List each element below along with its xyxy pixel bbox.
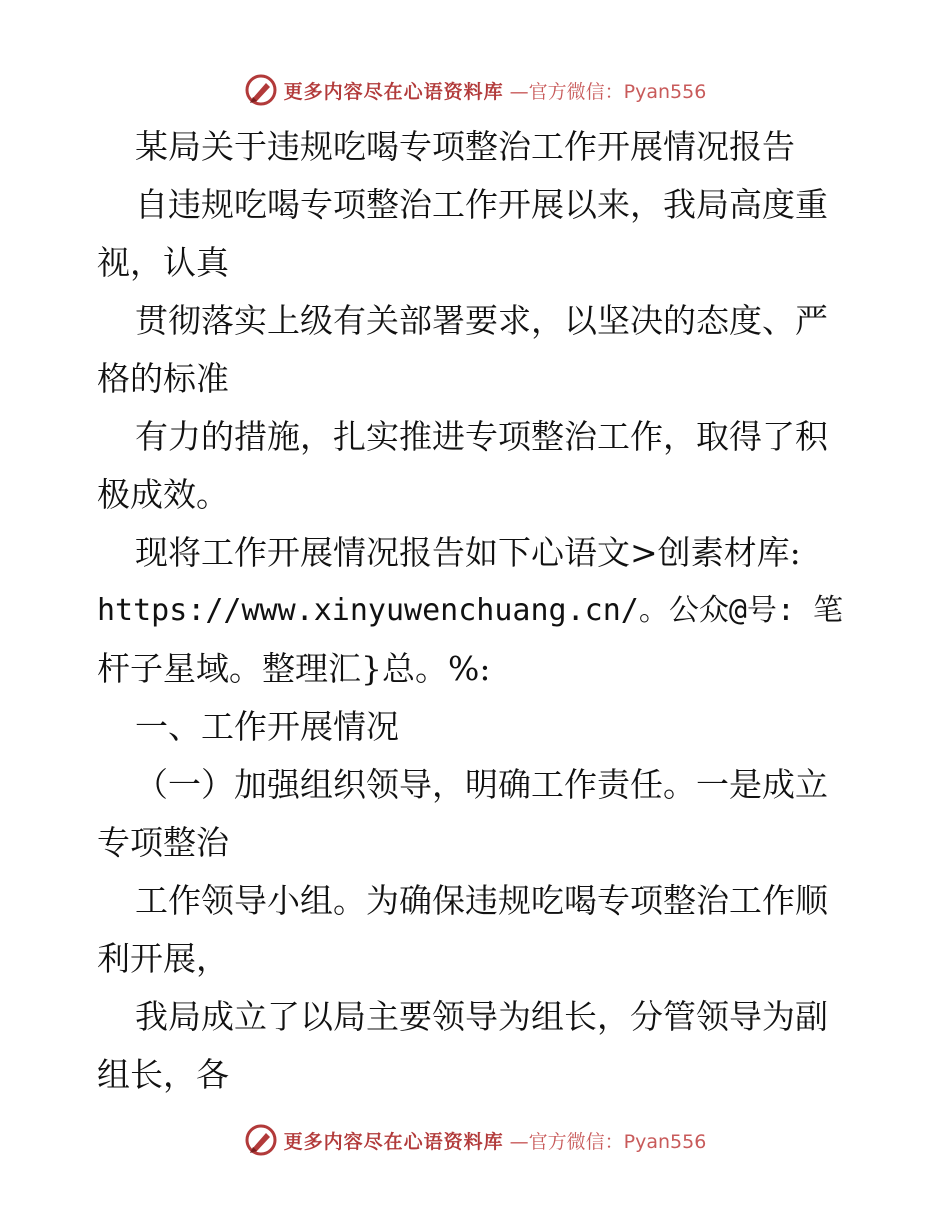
paragraph-line: 工作领导小组。为确保违规吃喝专项整治工作顺 bbox=[135, 881, 828, 920]
paragraph-line: 有力的措施，扎实推进专项整治工作，取得了积 bbox=[135, 417, 828, 456]
url-line: https://www.xinyuwenchuang.cn/。公众@号: 笔 bbox=[97, 593, 844, 628]
section-heading: 一、工作开展情况 bbox=[135, 707, 399, 746]
paragraph-line: 贯彻落实上级有关部署要求，以坚决的态度、严 bbox=[135, 301, 828, 340]
banner-main-text: 更多内容尽在心语资料库 bbox=[283, 80, 504, 103]
paragraph-line: 杆子星域。整理汇}总。%: bbox=[97, 649, 491, 688]
pen-logo-icon bbox=[244, 73, 278, 107]
paragraph-line: 自违规吃喝专项整治工作开展以来，我局高度重 bbox=[135, 185, 828, 224]
footer-banner bbox=[0, 1118, 950, 1162]
paragraph-line: 我局成立了以局主要领导为组长，分管领导为副 bbox=[135, 997, 828, 1036]
banner-sub-text: —官方微信：Pyan556 bbox=[509, 80, 707, 103]
paragraph-line: 视，认真 bbox=[97, 243, 229, 282]
paragraph-line: 现将工作开展情况报告如下心语文>创素材库: bbox=[135, 533, 801, 572]
paragraph-line: 极成效。 bbox=[97, 475, 229, 514]
paragraph-line: 利开展， bbox=[97, 939, 229, 978]
document-title: 某局关于违规吃喝专项整治工作开展情况报告 bbox=[135, 127, 795, 166]
header-banner bbox=[0, 68, 950, 112]
pen-logo-icon bbox=[244, 1123, 278, 1157]
subsection-heading: （一）加强组织领导，明确工作责任。一是成立 bbox=[135, 765, 828, 804]
document-body bbox=[97, 118, 857, 1104]
paragraph-line: 专项整治 bbox=[97, 823, 229, 862]
banner-main-text: 更多内容尽在心语资料库 bbox=[283, 1130, 504, 1153]
banner-sub-text: —官方微信：Pyan556 bbox=[509, 1130, 707, 1153]
paragraph-line: 组长，各 bbox=[97, 1055, 229, 1094]
paragraph-line: 格的标准 bbox=[97, 359, 229, 398]
